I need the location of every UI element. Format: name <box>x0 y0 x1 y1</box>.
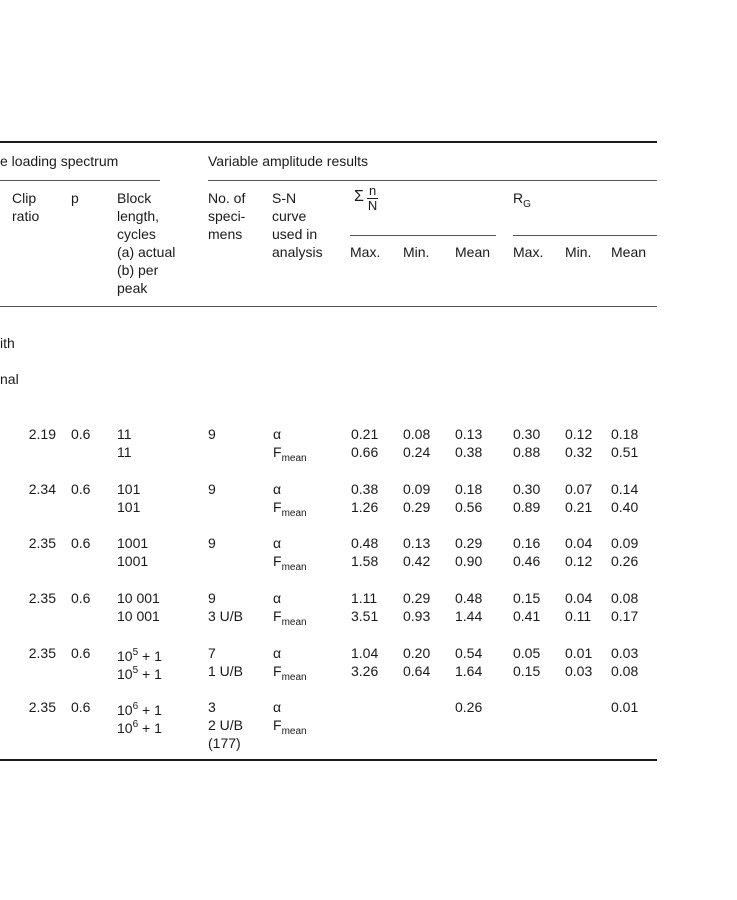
fmean-subscript: mean <box>281 672 307 683</box>
value-cell: 0.66 <box>351 444 379 460</box>
value-cell: 0.29 <box>455 535 483 551</box>
header-bottom-rule <box>0 306 657 307</box>
block-length-cell: 10 001 <box>117 590 160 606</box>
value-cell: 1.64 <box>455 663 483 679</box>
block-length-cell: 1001 <box>117 553 149 569</box>
sn-curve-fmean: $F_{mean}$ <box>273 663 307 683</box>
fmean-subscript: mean <box>281 617 307 628</box>
sn-curve-fmean: $F_{mean}$ <box>273 444 307 464</box>
fmean-subscript: mean <box>281 726 307 737</box>
value-cell: 1.04 <box>351 645 379 661</box>
clip-ratio-cell: 2.34 <box>28 481 56 497</box>
sn-curve-header-l3: used in <box>272 226 318 242</box>
value-cell: 0.30 <box>513 426 541 442</box>
sn-curve-fmean: $F_{mean}$ <box>273 608 307 628</box>
specimens-cell: 9 <box>208 481 216 497</box>
variable-amplitude-results-header: Variable amplitude results <box>208 153 369 169</box>
block-length-cell: 11 <box>117 444 132 460</box>
n-over-N-fraction <box>367 184 378 213</box>
sn-curve-alpha: α <box>273 535 282 551</box>
value-cell: 1.58 <box>351 553 379 569</box>
value-cell: 0.15 <box>513 663 541 679</box>
sn-curve-alpha: α <box>273 590 282 606</box>
value-cell: 0.09 <box>403 481 431 497</box>
value-cell: 0.01 <box>611 699 639 715</box>
sn-curve-alpha: α <box>273 645 282 661</box>
value-cell: 0.88 <box>513 444 541 460</box>
block-length-header-l5: (b) per <box>117 262 159 278</box>
value-cell: 0.56 <box>455 499 483 515</box>
value-cell: 3.51 <box>351 608 379 624</box>
block-length-exponent: 6 <box>132 719 139 730</box>
rg-max-header: Max. <box>513 244 544 260</box>
specimens-cell: 9 <box>208 426 216 442</box>
value-cell: 0.21 <box>351 426 379 442</box>
value-cell: 0.21 <box>565 499 593 515</box>
p-cell: 0.6 <box>71 426 91 442</box>
rg-mean-header: Mean <box>611 244 647 260</box>
value-cell: 1.26 <box>351 499 379 515</box>
value-cell: 0.51 <box>611 444 639 460</box>
no-specimens-header-l1: No. of <box>208 190 246 206</box>
value-cell: 0.90 <box>455 553 483 569</box>
value-cell: 0.18 <box>455 481 483 497</box>
specimens-cell: 7 <box>208 645 216 661</box>
p-cell: 0.6 <box>71 699 91 715</box>
block-length-header-l6: peak <box>117 280 148 296</box>
block-length-cell: 10 001 <box>117 608 160 624</box>
table-top-rule <box>0 141 657 143</box>
sn-curve-alpha: α <box>273 426 282 442</box>
block-length-exponent: 6 <box>132 701 139 712</box>
specimens-cell: 3 U/B <box>208 608 244 624</box>
rg-min-header: Min. <box>565 244 592 260</box>
value-cell: 0.48 <box>351 535 379 551</box>
block-length-header-l3: cycles <box>117 226 156 242</box>
block-length-cell: $10^6 + 1$ <box>117 701 162 718</box>
sn-curve-header-l2: curve <box>272 208 307 224</box>
sum-min-header: Min. <box>403 244 430 260</box>
block-length-header-l4: (a) actual <box>117 244 176 260</box>
value-cell: 0.89 <box>513 499 541 515</box>
value-cell: 1.11 <box>351 590 378 606</box>
block-length-header-l2: length, <box>117 208 160 224</box>
value-cell: 0.08 <box>611 663 639 679</box>
specimens-cell: 9 <box>208 590 216 606</box>
sum-mean-header: Mean <box>455 244 491 260</box>
value-cell: 0.48 <box>455 590 483 606</box>
value-cell: 0.38 <box>455 444 483 460</box>
block-length-cell: $10^6 + 1$ <box>117 719 162 736</box>
specimens-cell: 3 <box>208 699 216 715</box>
block-length-cell: 11 <box>117 426 132 442</box>
value-cell: 0.17 <box>611 608 639 624</box>
sum-max-header: Max. <box>350 244 381 260</box>
value-cell: 0.26 <box>611 553 639 569</box>
block-length-cell: $10^5 + 1$ <box>117 647 162 664</box>
p-cell: 0.6 <box>71 535 91 551</box>
value-cell: 0.54 <box>455 645 483 661</box>
clip-ratio-cell: 2.19 <box>28 426 56 442</box>
value-cell: 0.16 <box>513 535 541 551</box>
value-cell: 0.05 <box>513 645 541 661</box>
sn-curve-fmean: $F_{mean}$ <box>273 717 307 737</box>
block-length-cell: 101 <box>117 499 141 515</box>
value-cell: 0.01 <box>565 645 593 661</box>
fmean-subscript: mean <box>281 508 307 519</box>
sum-symbol: Σ <box>354 188 364 205</box>
specimens-cell: 1 U/B <box>208 663 244 679</box>
fraction-numerator: n <box>369 183 377 198</box>
value-cell: 0.40 <box>611 499 639 515</box>
value-cell: 0.12 <box>565 426 593 442</box>
fraction-denominator: N <box>367 198 378 213</box>
clip-ratio-cell: 2.35 <box>28 645 56 661</box>
left-fragment-1: ith <box>0 335 15 351</box>
specimens-cell: 2 U/B <box>208 717 244 733</box>
block-length-header-l1: Block <box>117 190 152 206</box>
value-cell: 0.38 <box>351 481 379 497</box>
value-cell: 0.93 <box>403 608 431 624</box>
block-length-cell: $10^5 + 1$ <box>117 665 162 682</box>
no-specimens-header-l2: speci- <box>208 208 246 224</box>
specimens-cell: 9 <box>208 535 216 551</box>
sn-curve-header-l4: analysis <box>272 244 323 260</box>
rg-subheader-rule <box>513 235 657 236</box>
p-header: p <box>71 190 79 206</box>
p-cell: 0.6 <box>71 645 91 661</box>
no-specimens-header-l3: mens <box>208 226 243 242</box>
left-fragment-2: nal <box>0 371 19 387</box>
value-cell: 0.15 <box>513 590 541 606</box>
block-length-exponent: 5 <box>132 665 139 676</box>
fmean-subscript: mean <box>281 562 307 573</box>
value-cell: 0.29 <box>403 499 431 515</box>
loading-spectrum-header: e loading spectrum <box>0 153 119 169</box>
clip-ratio-header-l1: Clip <box>12 190 37 206</box>
value-cell: 0.08 <box>403 426 431 442</box>
value-cell: 0.07 <box>565 481 593 497</box>
value-cell: 0.64 <box>403 663 431 679</box>
value-cell: 0.20 <box>403 645 431 661</box>
value-cell: 0.09 <box>611 535 639 551</box>
clip-ratio-header-l2: ratio <box>12 208 40 224</box>
sn-curve-header-l1: S-N <box>272 190 297 206</box>
value-cell: 1.44 <box>455 608 483 624</box>
p-cell: 0.6 <box>71 481 91 497</box>
table-bottom-rule <box>0 759 657 761</box>
clip-ratio-cell: 2.35 <box>28 699 56 715</box>
value-cell: 0.42 <box>403 553 431 569</box>
value-cell: 0.14 <box>611 481 639 497</box>
specimens-cell: (177) <box>208 735 241 751</box>
value-cell: 0.12 <box>565 553 593 569</box>
sn-curve-alpha: α <box>273 481 282 497</box>
rg-subscript: G <box>523 199 531 210</box>
sum-subheader-rule <box>350 235 496 236</box>
value-cell: 0.13 <box>455 426 483 442</box>
value-cell: 0.41 <box>513 608 541 624</box>
value-cell: 0.30 <box>513 481 541 497</box>
block-length-cell: 1001 <box>117 535 149 551</box>
value-cell: 0.04 <box>565 590 593 606</box>
sn-curve-alpha: α <box>273 699 282 715</box>
block-length-cell: 101 <box>117 481 141 497</box>
value-cell: 0.08 <box>611 590 639 606</box>
value-cell: 0.24 <box>403 444 431 460</box>
value-cell: 0.46 <box>513 553 541 569</box>
rg-symbol: R <box>513 190 524 206</box>
sn-curve-fmean: $F_{mean}$ <box>273 553 307 573</box>
value-cell: 0.32 <box>565 444 593 460</box>
value-cell: 0.03 <box>611 645 639 661</box>
sn-curve-fmean: $F_{mean}$ <box>273 499 307 519</box>
value-cell: 0.13 <box>403 535 431 551</box>
clip-ratio-cell: 2.35 <box>28 535 56 551</box>
clip-ratio-cell: 2.35 <box>28 590 56 606</box>
p-cell: 0.6 <box>71 590 91 606</box>
value-cell: 3.26 <box>351 663 379 679</box>
block-length-exponent: 5 <box>132 647 139 658</box>
results-rule <box>208 180 657 181</box>
loading-spectrum-rule <box>0 180 160 181</box>
value-cell: 0.26 <box>455 699 483 715</box>
value-cell: 0.29 <box>403 590 431 606</box>
rg-header <box>513 189 531 214</box>
value-cell: 0.04 <box>565 535 593 551</box>
value-cell: 0.03 <box>565 663 593 679</box>
fmean-subscript: mean <box>281 453 307 464</box>
value-cell: 0.18 <box>611 426 639 442</box>
value-cell: 0.11 <box>565 608 592 624</box>
